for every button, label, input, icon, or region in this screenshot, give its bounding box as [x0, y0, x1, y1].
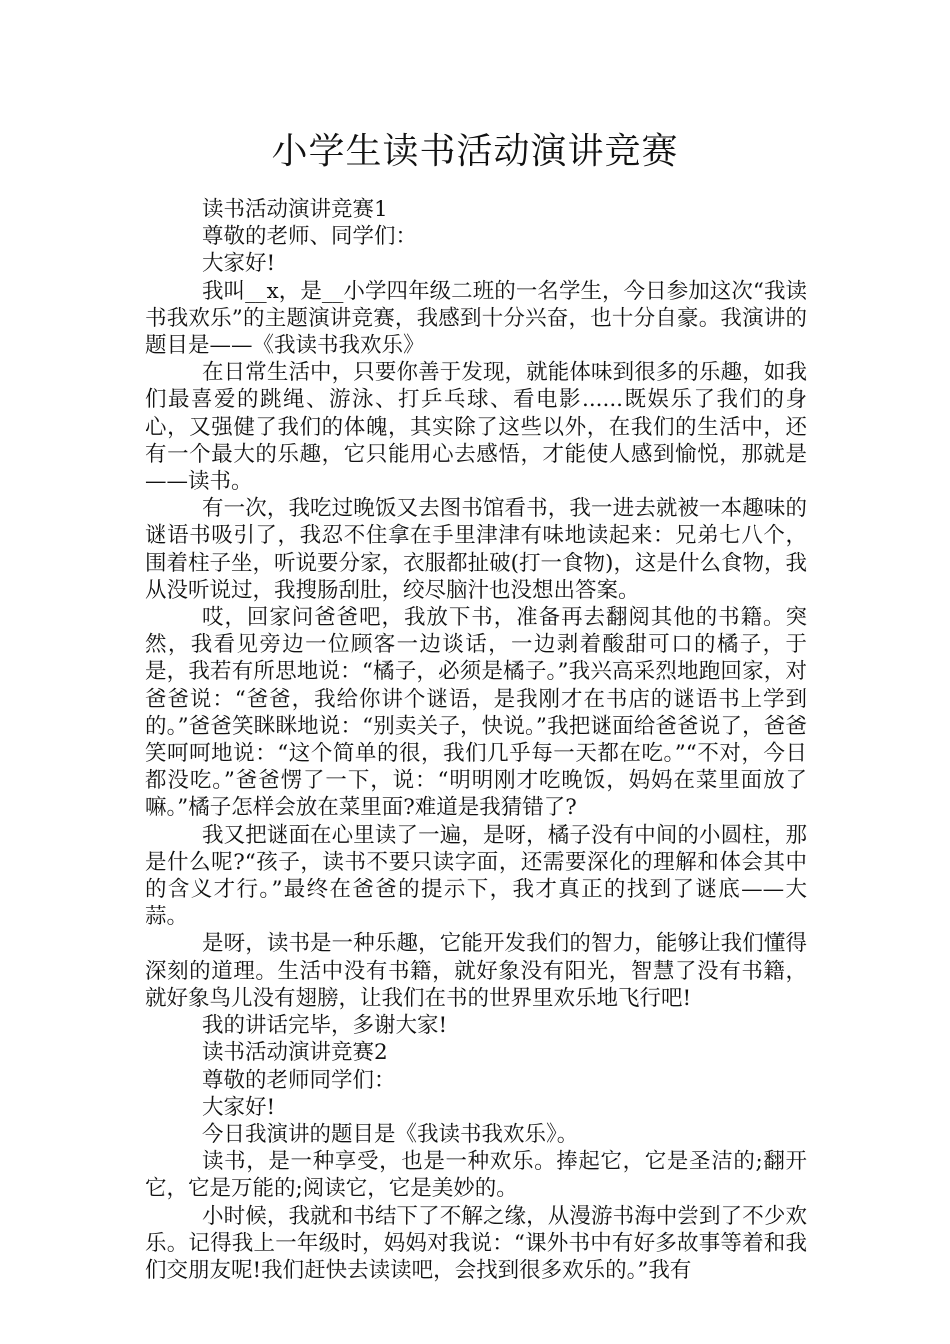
speech-heading-2: 读书活动演讲竞赛2 [202, 1040, 388, 1066]
paragraph: 读书，是一种享受，也是一种欢乐。捧起它，它是圣洁的;翻开它，它是万能的;阅读它，它是美妙的。 [145, 1149, 807, 1202]
document-body [145, 196, 807, 1284]
paragraph: 我又把谜面在心里读了一遍，是呀，橘子没有中间的小圆柱，那是什么呢?“孩子，读书不要只读字面，还需要深化的理解和体会其中的含义才行。”最终在爸爸的提示下，我才真正的找到了谜底——大蒜。 [145, 822, 807, 930]
document-title: 小学生读书活动演讲竞赛 [271, 131, 679, 172]
salutation: 尊敬的老师同学们： [202, 1067, 396, 1093]
speech-heading-1: 读书活动演讲竞赛1 [202, 197, 388, 222]
paragraph: 今日我演讲的题目是《我读书我欢乐》。 [202, 1121, 579, 1147]
greeting: 大家好! [202, 251, 276, 277]
salutation: 尊敬的老师、同学们： [202, 224, 418, 250]
paragraph: 我叫__x，是__小学四年级二班的一名学生，今日参加这次“我读书我欢乐”的主题演讲竞赛，我感到十分兴奋，也十分自豪。我演讲的题目是——《我读书我欢乐》 [145, 278, 807, 359]
greeting: 大家好! [202, 1094, 276, 1120]
paragraph: 有一次，我吃过晚饭又去图书馆看书，我一进去就被一本趣味的谜语书吸引了，我忍不住拿在手里津津有味地读起来：兄弟七八个，围着柱子坐，听说要分家，衣服都扯破(打一食物)，这是什么食物，我从没听说过，我搜肠刮肚，绞尽脑汁也没想出答案。 [145, 496, 807, 603]
paragraph: 哎，回家问爸爸吧，我放下书，准备再去翻阅其他的书籍。突然，我看见旁边一位顾客一边谈话，一边剥着酸甜可口的橘子，于是，我若有所思地说：“橘子，必须是橘子。”我兴高采烈地跑回家，对爸爸说：“爸爸，我给你讲个谜语，是我刚才在书店的谜语书上学到的。”爸爸笑眯眯地说：“别卖关子，快说。”我把谜面给爸爸说了，爸爸笑呵呵地说：“这个简单的很，我们几乎每一天都在吃。”“不对，今日都没吃。”爸爸愣了一下，说：“明明刚才吃晚饭，妈妈在菜里面放了嘛。”橘子怎样会放在菜里面?难道是我猜错了? [145, 605, 807, 821]
paragraph: 在日常生活中，只要你善于发现，就能体味到很多的乐趣，如我们最喜爱的跳绳、游泳、打乒乓球、看电影......既娱乐了我们的身心，又强健了我们的体魄，其实除了这些以外，在我们的生活中，还有一个最大的乐趣，它只能用心去感悟，才能使人感到愉悦，那就是——读书。 [145, 360, 807, 495]
paragraph: 小时候，我就和书结下了不解之缘，从漫游书海中尝到了不少欢乐。记得我上一年级时，妈妈对我说：“课外书中有好多故事等着和我们交朋友呢!我们赶快去读读吧，会找到很多欢乐的。”我有 [145, 1203, 807, 1283]
closing: 我的讲话完毕，多谢大家! [202, 1013, 448, 1039]
paragraph: 是呀，读书是一种乐趣，它能开发我们的智力，能够让我们懂得深刻的道理。生活中没有书籍，就好象没有阳光，智慧了没有书籍，就好象鸟儿没有翅膀，让我们在书的世界里欢乐地飞行吧! [145, 931, 807, 1011]
